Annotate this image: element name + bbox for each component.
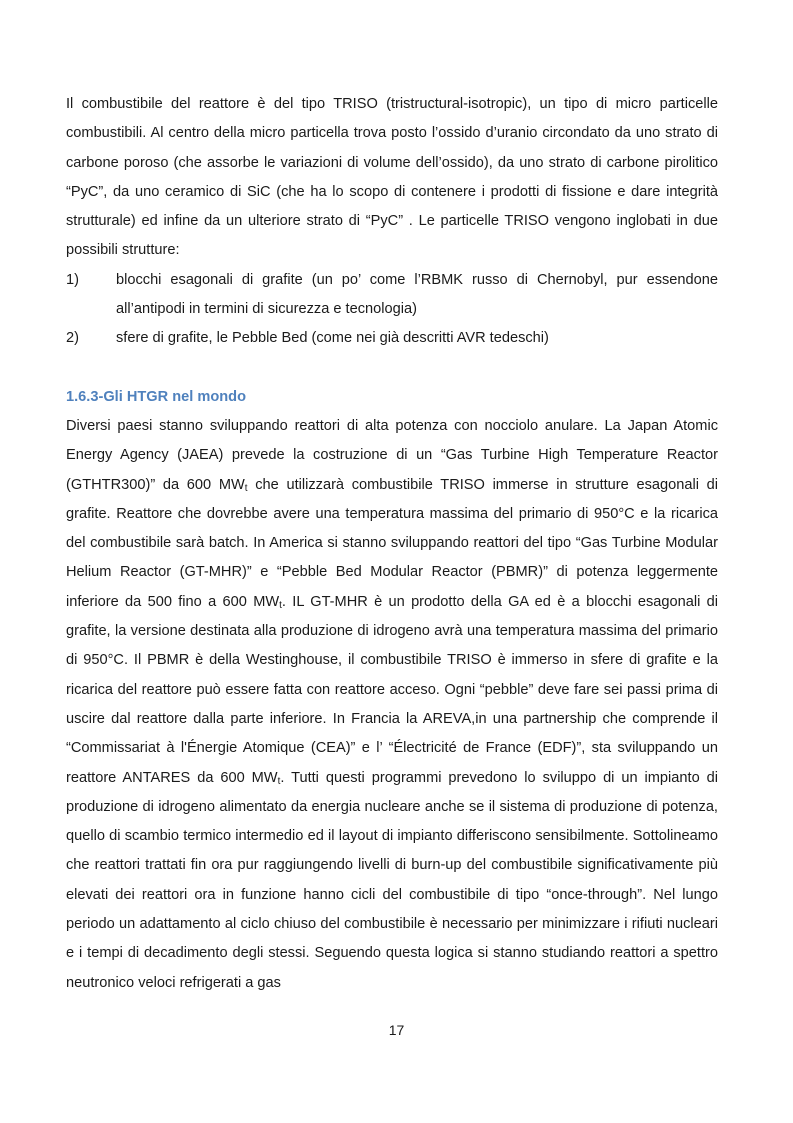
list-item-2 (66, 324, 718, 353)
body-text-3: . IL GT-MHR è un prodotto della GA ed è a blocchi esagonali di grafite, la versione destinata alla produzione di idrogeno avrà una temperatura massima del primario di 950°C. Il PBMR è della Westinghouse, il combustibile TRISO è immerso in sfere di grafite e la ricarica del reattore può essere fatta con reattore acceso. Ogni “pebble” deve fare sei passi prima di uscire dal reattore dalla parte inferiore. In Francia la AREVA,in una partnership che comprende il “Commissariat à l'Énergie Atomique (CEA)” e l’ “Électricité de France (EDF)”, sta sviluppando un reattore ANTARES da 600 MW (66, 593, 718, 786)
body-text-4: . Tutti questi programmi prevedono lo sviluppo di un impianto di produzione di idrogeno alimentato da energia nucleare anche se il sistema di produzione di potenza, quello di scambio termico intermedio ed il layout di impianto differiscono sensibilmente. Sottolineamo che reattori trattati fin ora pur raggiungendo livelli di burn-up del combustibile significativamente più elevati dei reattori ora in funzione hanno cicli del combustibile di tipo “once-through”. Nel lungo periodo un adattamento al ciclo chiuso del combustibile è necessario per minimizzare i rifiuti nucleari e i tempi di decadimento degli stessi. Seguendo questa logica si stanno studiando reattori a spettro neutronico veloci refrigerati a gas (66, 769, 718, 991)
subscript-t: t (244, 482, 248, 494)
body-paragraph (66, 412, 718, 998)
list-number: 1) (66, 271, 79, 288)
subscript-t: t (277, 775, 281, 787)
body-text-2: che utilizzarà combustibile TRISO immerse in strutture esagonali di grafite. Reattore che dovrebbe avere una temperatura massima del primario di 950°C e la ricarica del combustibile sarà batch. In America si stanno sviluppando reattori del tipo “Gas Turbine Modular Helium Reactor (GT-MHR)” e “Pebble Bed Modular Reactor (PBMR)” di potenza leggermente inferiore da 500 fino a 600 MW (66, 476, 718, 610)
list-number: 2) (66, 330, 79, 347)
subscript-t: t (279, 599, 282, 611)
list-item-1 (66, 266, 718, 325)
spacer (66, 354, 718, 383)
list-text: blocchi esagonali di grafite (un po’ come l’RBMK russo di Chernobyl, pur essendone all’antipodi in termini di sicurezza e tecnologia) (116, 271, 718, 318)
intro-paragraph: Il combustibile del reattore è del tipo TRISO (tristructural-isotropic), un tipo di micro particelle combustibili. Al centro della micro particella trova posto l’ossido d’uranio circondato da uno strato di carbone poroso (che assorbe le variazioni di volume dell’ossido), da uno strato di carbone pirolitico “PyC”, da uno ceramico di SiC (che ha lo scopo di contenere i prodotti di fissione e dare integrità strutturale) ed infine da un ulteriore strato di “PyC” . Le particelle TRISO vengono inglobati in due possibili strutture: (66, 96, 718, 259)
list-text: sfere di grafite, le Pebble Bed (come nei già descritti AVR tedeschi) (116, 330, 549, 347)
document-page (66, 90, 718, 998)
body-text-1: Diversi paesi stanno sviluppando reattori di alta potenza con nocciolo anulare. La Japan Atomic Energy Agency (JAEA) prevede la costruzione di un “Gas Turbine High Temperature Reactor (GTHTR300)” da 600 MW (66, 417, 718, 493)
page-number: 17 (388, 1022, 405, 1038)
section-heading: 1.6.3-Gli HTGR nel mondo (66, 388, 247, 405)
